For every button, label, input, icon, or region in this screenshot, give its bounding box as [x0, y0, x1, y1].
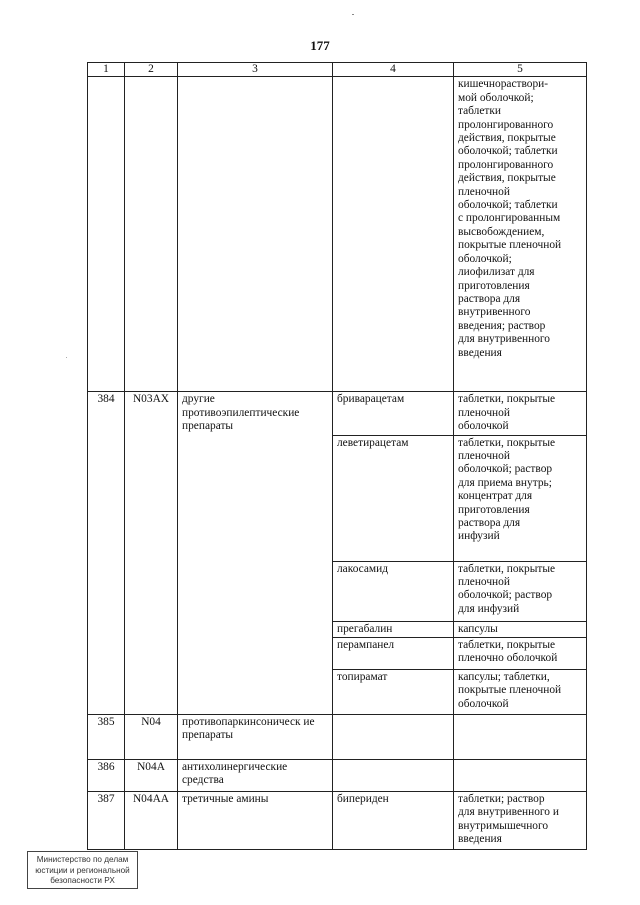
page-number: 177 [310, 38, 330, 53]
table-body [88, 77, 587, 850]
drug-name [333, 760, 454, 792]
table-row [88, 792, 587, 850]
drug-name: перампанел [333, 638, 454, 670]
table-row [88, 760, 587, 792]
scan-speck [352, 14, 354, 15]
drug-name: бриварацетам [333, 392, 454, 435]
drug-group: противопаркинсоническ ие препараты [178, 715, 333, 760]
row-number: 386 [88, 760, 125, 792]
table-row [88, 77, 587, 392]
atc-code [125, 77, 178, 392]
drug-name: прегабалин [333, 621, 454, 637]
dosage-forms: таблетки, покрытые пленочной оболочкой; раствор для приема внутрь; концентрат для приготовления раствора для инфузий [454, 435, 587, 561]
drug-name [333, 715, 454, 760]
scan-dot [66, 357, 67, 358]
dosage-forms: таблетки, покрытые пленочной оболочкой; раствор для инфузий [454, 561, 587, 621]
drug-name: бипериден [333, 792, 454, 850]
stamp-line: безопасности РХ [50, 876, 115, 885]
atc-code: N04A [125, 760, 178, 792]
drug-group [178, 77, 333, 392]
header-row [88, 63, 587, 77]
dosage-forms: таблетки; раствор для внутривенного и внутримышечного введения [454, 792, 587, 850]
header-col-4: 4 [333, 63, 454, 77]
table-row [88, 392, 587, 435]
header-col-5: 5 [454, 63, 587, 77]
drug-name: лакосамид [333, 561, 454, 621]
dosage-forms: таблетки, покрытые пленочной оболочкой [454, 392, 587, 435]
dosage-forms: таблетки, покрытые пленочно оболочкой [454, 638, 587, 670]
header-col-3: 3 [178, 63, 333, 77]
dosage-forms: капсулы [454, 621, 587, 637]
drug-name [333, 77, 454, 392]
header-col-1: 1 [88, 63, 125, 77]
drug-name: леветирацетам [333, 435, 454, 561]
row-number: 385 [88, 715, 125, 760]
atc-code: N03AX [125, 392, 178, 715]
dosage-forms: капсулы; таблетки, покрытые пленочной оболочкой [454, 670, 587, 715]
drug-group: антихолинергические средства [178, 760, 333, 792]
row-number: 384 [88, 392, 125, 715]
table-row [88, 715, 587, 760]
stamp-line: Министерство по делам [36, 855, 129, 864]
table-header [88, 63, 587, 77]
header-col-2: 2 [125, 63, 178, 77]
atc-code: N04AA [125, 792, 178, 850]
ministry-stamp [27, 851, 138, 889]
row-number [88, 77, 125, 392]
drug-table [87, 62, 587, 850]
dosage-forms [454, 715, 587, 760]
row-number: 387 [88, 792, 125, 850]
dosage-forms: кишечнораствори- мой оболочкой; таблетки пролонгированного действия, покрытые оболочкой; таблетки пролонгированного действия, покрытые пленочной оболочкой; таблетки с пролонгированным высвобождением, покрытые пленочной оболочкой; лиофилизат для приготовления раствора для внутривенного введения; раствор для внутривенного введения [454, 77, 587, 392]
drug-group: третичные амины [178, 792, 333, 850]
dosage-forms [454, 760, 587, 792]
drug-name: топирамат [333, 670, 454, 715]
drug-group: другие противоэпилептические препараты [178, 392, 333, 715]
stamp-line: юстиции и региональной [35, 865, 130, 875]
atc-code: N04 [125, 715, 178, 760]
